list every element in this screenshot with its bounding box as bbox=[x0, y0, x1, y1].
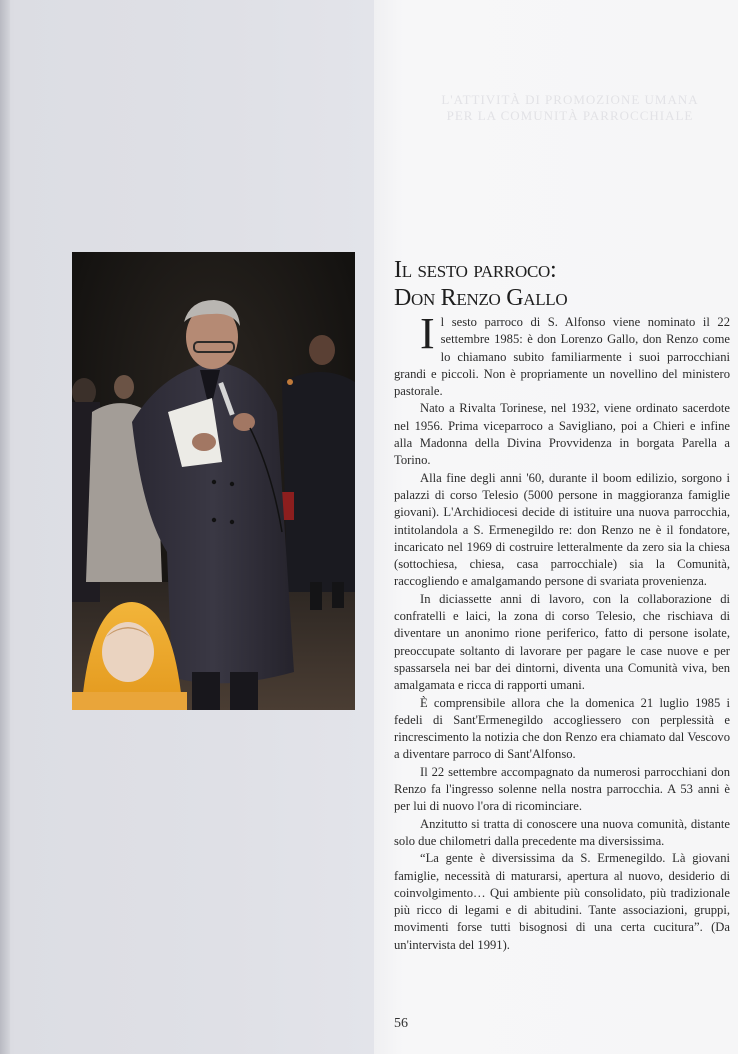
bleed-through-line-1: L'ATTIVITÀ DI PROMOZIONE UMANA bbox=[441, 92, 699, 107]
paragraph-5: È comprensibile allora che la domenica 21 luglio 1985 i fedeli di Sant'Ermenegildo accogliessero con perplessità e rincrescimento la notizia che don Renzo era chiamato dal Vescovo a diventare parroco di Sant'Alfonso. bbox=[394, 695, 730, 762]
paragraph-3: Alla fine degli anni '60, durante il boom edilizio, sorgono i palazzi di corso Telesio (5000 persone in maggioranza famiglie giovani). L'Archidiocesi decide di istituire una nuova parrocchia, intitolandola a S. Ermenegildo re: don Renzo ne è il fondatore, incaricato nel 1969 di costruire letteralmente da zero sia la chiesa (sottochiesa, chiesa, casa parrocchiale) sia la Comunità, raccogliendo e amalgamando persone di svariata provenienza. bbox=[394, 470, 730, 589]
paragraph-1-text: l sesto parroco di S. Alfonso viene nominato il 22 settembre 1985: è don Lorenzo Gallo, don Renzo come lo chiamano subito familiarmente i suoi parrocchiani grandi e piccoli. Non è propriamente un novellino del ministero pastorale. bbox=[394, 315, 730, 399]
bleed-through-line-2: PER LA COMUNITÀ PARROCCHIALE bbox=[446, 108, 694, 123]
paragraph-4: In diciassette anni di lavoro, con la collaborazione di confratelli e laici, la zona di corso Telesio, che rischiava di diventare un anonimo rione periferico, fatto di persone isolate, preoccupate soltanto di lavorare per pagare le case nuove e per spassarsela nei bar dei dintorni, diventa una Comunità viva, ben amalgamata e ricca di rapporti umani. bbox=[394, 591, 730, 693]
section-title-line-2: Don Renzo Gallo bbox=[394, 285, 568, 311]
photo-don-renzo bbox=[72, 252, 355, 710]
paragraph-8: “La gente è diversissima da S. Ermenegildo. Là giovani famiglie, necessità di maturarsi, apertura al nuovo, desiderio di coinvolgimento… Qui ambiente più consolidato, più tradizionale più ricco di legami e di abitudini. Tante associazioni, gruppi, movimenti forse tutti bisognosi di una certa cucitura”. (Da un'intervista del 1991). bbox=[394, 851, 730, 952]
section-title bbox=[394, 256, 714, 312]
paragraph-1 bbox=[394, 309, 730, 400]
page-number: 56 bbox=[394, 1016, 408, 1031]
bleed-through-text bbox=[420, 92, 720, 124]
paragraph-6: Il 22 settembre accompagnato da numerosi parrocchiani don Renzo fa l'ingresso solenne nella nostra parrocchia. A 53 anni è per lui di nuovo l'ora di ricominciare. bbox=[394, 764, 730, 814]
article-body bbox=[394, 309, 730, 954]
book-spine-shadow bbox=[0, 0, 10, 1054]
photo-illustration bbox=[72, 252, 355, 710]
drop-cap: I bbox=[420, 309, 435, 358]
paragraph-2: Nato a Rivalta Torinese, nel 1932, viene ordinato sacerdote nel 1956. Prima viceparroco a Savigliano, poi a Chieri e infine alla Madonna della Divina Provvidenza in borgata Parella a Torino. bbox=[394, 401, 730, 468]
paragraph-7: Anzitutto si tratta di conoscere una nuova comunità, distante solo due chilometri dalla precedente ma diversissima. bbox=[394, 816, 730, 848]
section-title-line-1: Il sesto parroco: bbox=[394, 257, 557, 283]
